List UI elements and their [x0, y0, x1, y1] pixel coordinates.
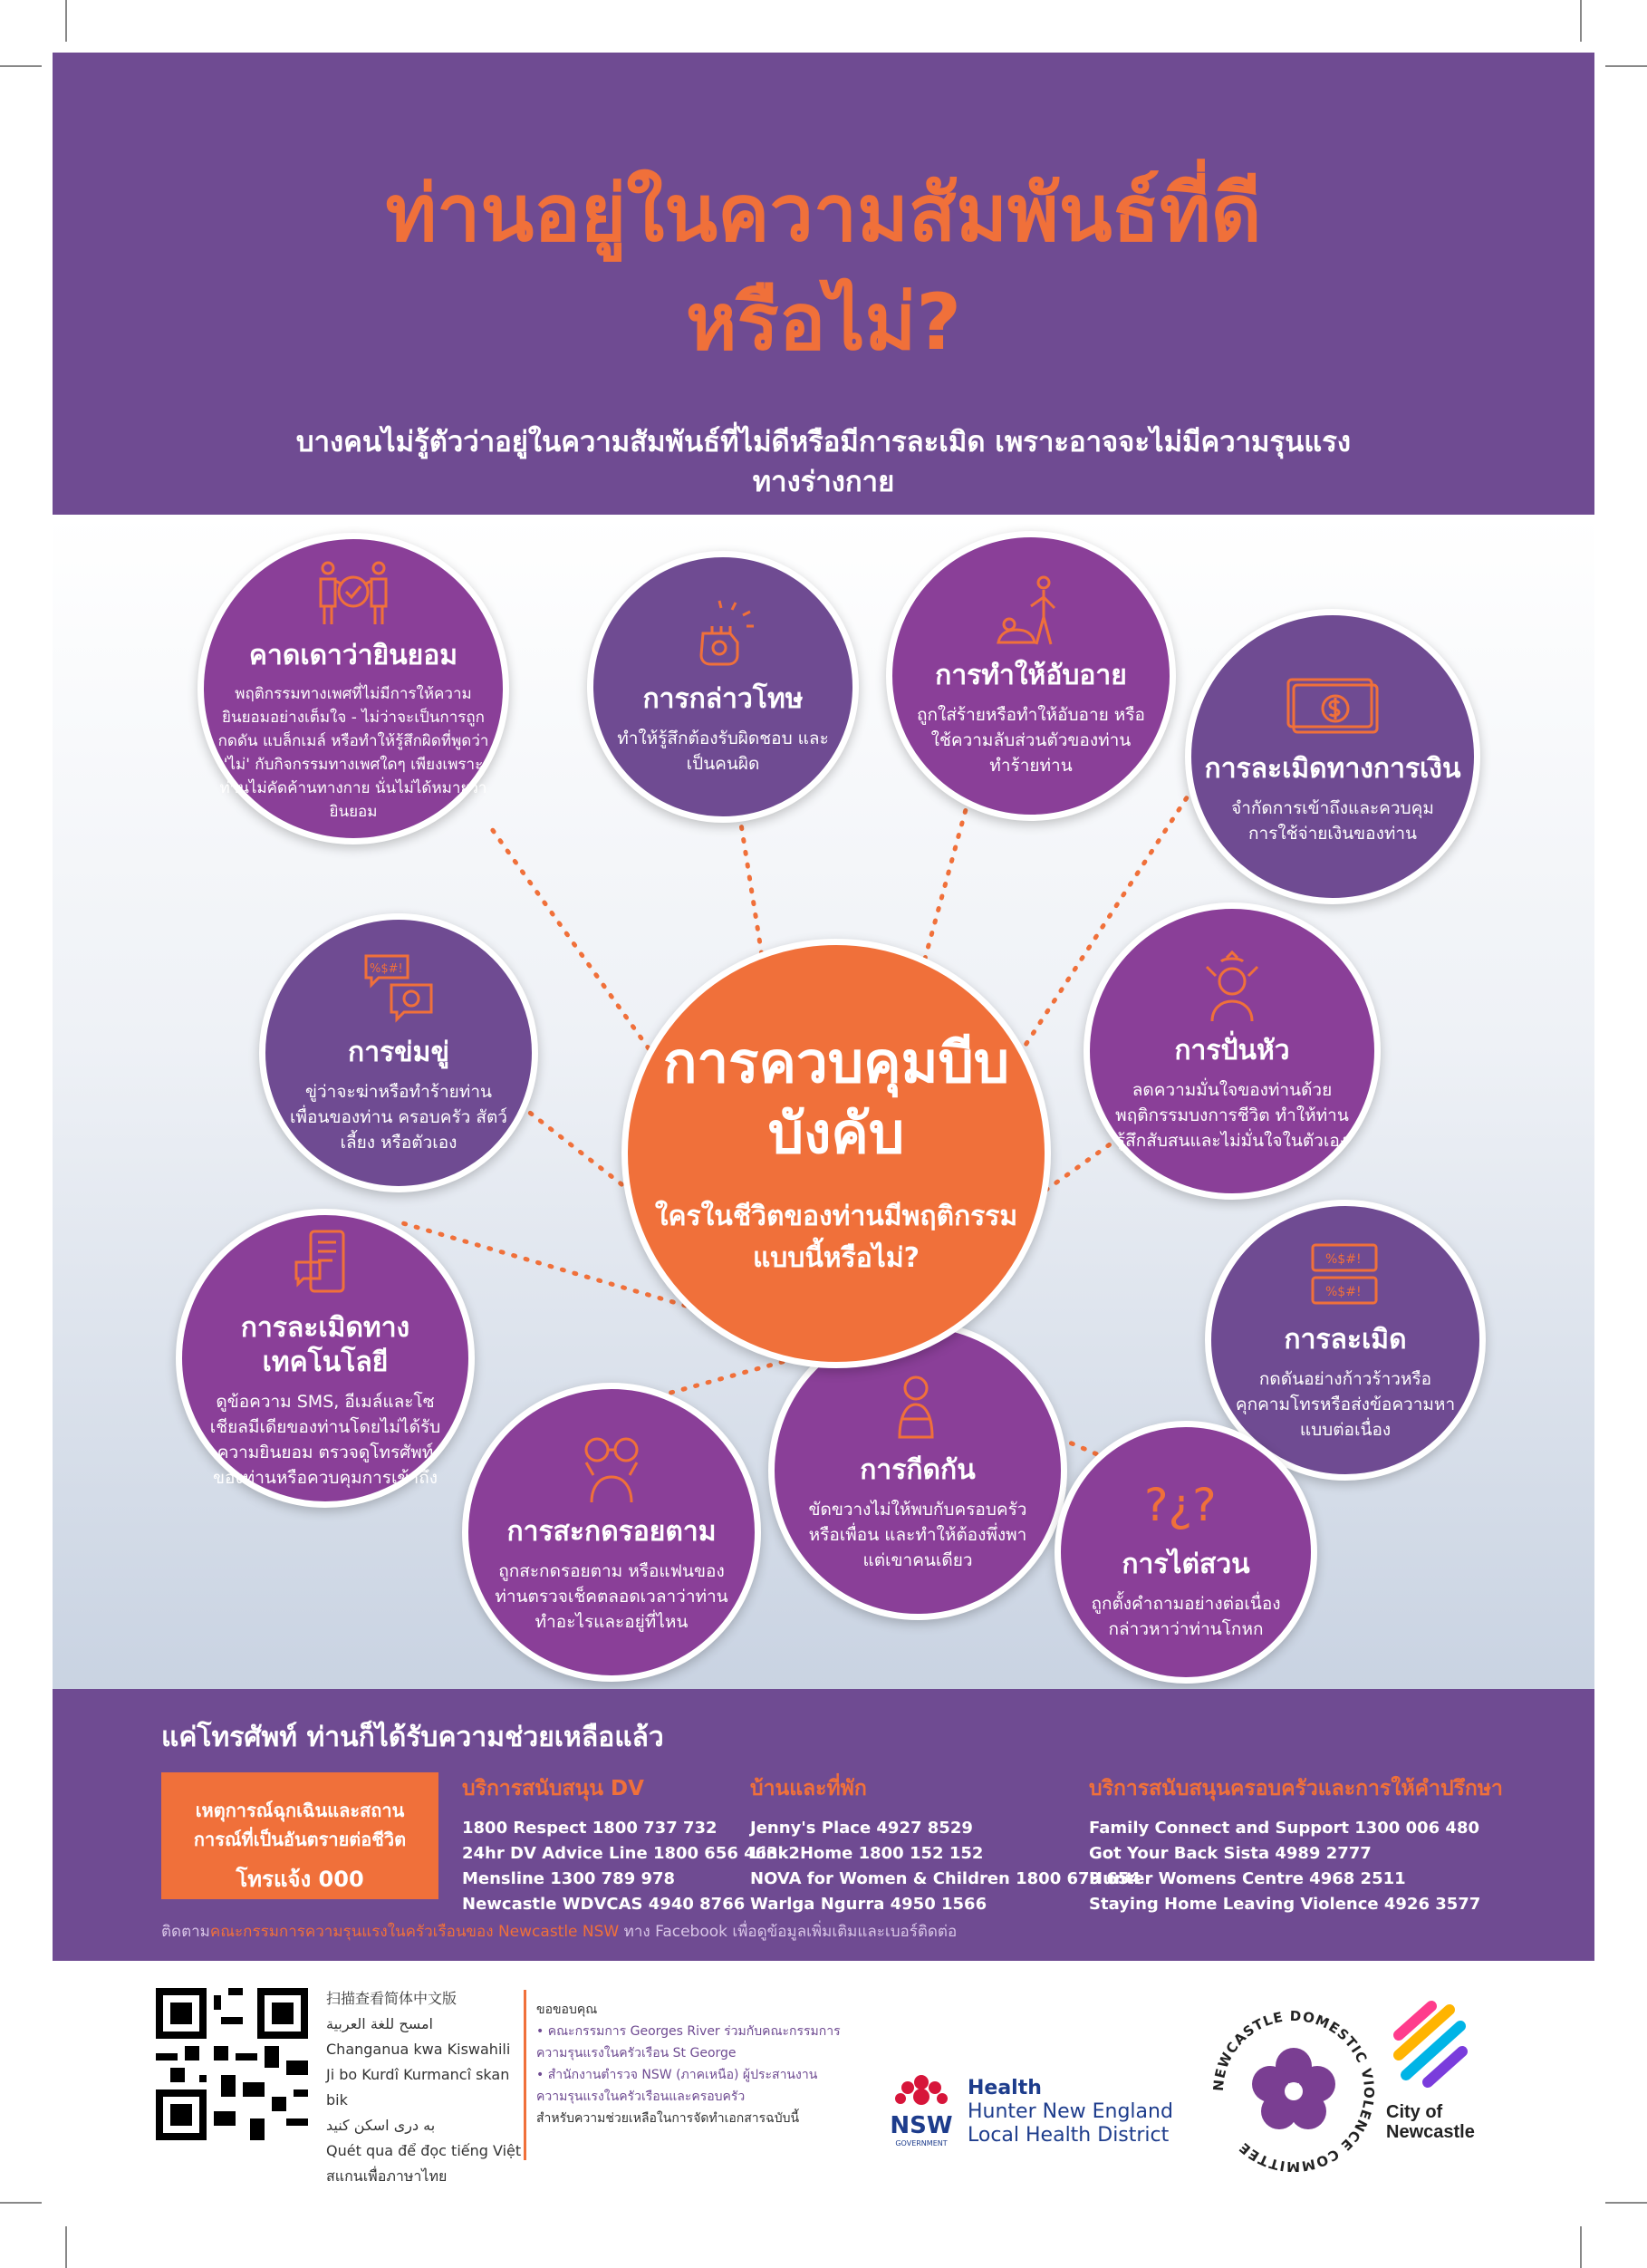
- title-line: การควบคุมบีบ: [662, 1029, 1010, 1095]
- help-heading: แค่โทรศัพท์ ท่านก็ได้รับความช่วยเหลือแล้ว: [161, 1722, 664, 1753]
- question-line: ใครในชีวิตของท่านมีพฤติกรรม: [654, 1201, 1018, 1232]
- qr-code[interactable]: [156, 1988, 308, 2140]
- contact-line: Link2Home 1800 152 152: [750, 1844, 984, 1863]
- nsw-label: NSW: [890, 2112, 953, 2139]
- page-title: [53, 159, 1594, 377]
- language-item: امسح للغة العربية: [326, 2015, 433, 2032]
- help-footer: [53, 1689, 1594, 1961]
- acknowledgements: [536, 1999, 844, 2129]
- emergency-label: [161, 1772, 438, 1854]
- circle-humiliate: [886, 531, 1176, 821]
- nsw-government-label: GOVERNMENT: [895, 2139, 948, 2147]
- crop-mark: [1580, 2226, 1582, 2268]
- circle-text: ถูกสะกดรอยตาม หรือแฟนของท่านตรวจเช็คตลอดเวลาว่าท่านทำอะไรและอยู่ที่ไหน: [495, 1561, 728, 1632]
- circle-text: จำกัดการเข้าถึงและควบคุมการใช้จ่ายเงินของท่าน: [1231, 798, 1434, 844]
- circle-title: [241, 1311, 409, 1380]
- language-item: به دری اسکن کنید: [326, 2117, 436, 2134]
- circle-title: คาดเดาว่ายินยอม: [248, 640, 458, 671]
- contact-line: Warlga Ngurra 4950 1566: [750, 1895, 987, 1914]
- thanks-item: • คณะกรรมการ Georges River ร่วมกับคณะกรรมการความรุนแรงในครัวเรือน St George: [536, 2024, 841, 2061]
- contact-line: 1800 Respect 1800 737 732: [462, 1819, 718, 1838]
- circle-text: ถูกตั้งคำถามอย่างต่อเนื่องกล่าวหาว่าท่านโกหก: [1091, 1594, 1281, 1639]
- svg-text:?¿?: ?¿?: [1144, 1479, 1217, 1531]
- family-services: [1089, 1772, 1503, 1917]
- subtitle: [161, 422, 1486, 502]
- header-banner: [53, 53, 1594, 515]
- contact-line: NOVA for Women & Children 1800 679 654: [750, 1869, 1141, 1888]
- crop-mark: [0, 2202, 42, 2204]
- isolated-person-icon: [880, 1368, 956, 1444]
- circle-threats: [259, 913, 538, 1192]
- city-logo-mark: [1386, 1999, 1473, 2099]
- center-title: [663, 1028, 1009, 1169]
- money-icon: [1283, 667, 1382, 743]
- circle-text: ขู่ว่าจะฆ่าหรือทำร้ายท่าน เพื่อนของท่าน ครอบครัว สัตว์เลี้ยง หรือตัวเอง: [290, 1082, 507, 1153]
- svg-text:%$#!: %$#!: [1325, 1285, 1362, 1299]
- follow-prefix: ติดตาม: [161, 1923, 210, 1941]
- facebook-link[interactable]: คณะกรรมการความรุนแรงในครัวเรือนของ Newcastle NSW: [209, 1923, 620, 1941]
- circle-text: พฤติกรรมทางเพศที่ไม่มีการให้ความยินยอมอย่างเต็มใจ - ไม่ว่าจะเป็นการถูกกดดัน แบล็กเมล์ หรือทำให้รู้สึกผิดที่พูดว่า 'ไม่' กับกิจกรรมทางเพศใดๆ เพียงเพราะท่านไม่คัดค้านทางกาย นั่นไม่ได้หมายว่ายินยอม: [217, 685, 489, 821]
- dv-services: [462, 1772, 778, 1917]
- language-item: Changanua kwa Kiswahili: [326, 2041, 511, 2058]
- contact-line: Got Your Back Sista 4989 2777: [1089, 1844, 1372, 1863]
- contact-line: Mensline 1300 789 978: [462, 1869, 676, 1888]
- circle-title: การสะกดรอยตาม: [506, 1516, 717, 1548]
- center-question: [655, 1196, 1017, 1279]
- follow-suffix: ทาง Facebook เพื่อดูข้อมูลเพิ่มเติมและเบอร์ติดต่อ: [619, 1923, 958, 1941]
- contact-line: Newcastle WDVCAS 4940 8766: [462, 1895, 746, 1914]
- question-line: แบบนี้หรือไม่?: [752, 1242, 920, 1274]
- circle-title: การละเมิด: [1284, 1324, 1407, 1356]
- circle-text: ลดความมั่นใจของท่านด้วยพฤติกรรมบงการชีวิต ทำให้ท่านรู้สึกสับสนและไม่มั่นใจในตัวเอง: [1115, 1080, 1349, 1151]
- language-item: Quét qua để đọc tiếng Việt: [326, 2142, 522, 2159]
- pointing-finger-icon: [685, 597, 761, 673]
- health-line: Hunter New England: [968, 2100, 1173, 2123]
- consent-icon: [315, 554, 391, 630]
- circle-title: การทำให้อับอาย: [935, 660, 1127, 691]
- contact-line: Hunter Womens Centre 4968 2511: [1089, 1869, 1406, 1888]
- language-item: Ji bo Kurdî Kurmancî skan bik: [326, 2066, 510, 2109]
- circle-title: การปั่นหัว: [1174, 1035, 1290, 1066]
- question-marks: [1141, 1462, 1231, 1539]
- divider: [524, 1990, 526, 2160]
- circle-stalking: [462, 1383, 761, 1682]
- circle-title: การละเมิดทางการเงิน: [1204, 753, 1461, 785]
- circle-gaslight: [1084, 902, 1381, 1200]
- dv-heading: บริการสนับสนุน DV: [462, 1777, 644, 1800]
- circle-title: การกีดกัน: [860, 1454, 976, 1486]
- coercive-control-diagram: [53, 515, 1594, 1689]
- circle-blame: [587, 551, 859, 823]
- confused-head-icon: [1194, 949, 1270, 1025]
- thanks-item: • สำนักงานตำรวจ NSW (ภาคเหนือ) ผู้ประสานงานความรุนแรงในครัวเรือนและครอบครัว: [536, 2068, 818, 2104]
- city-line: Newcastle: [1386, 2122, 1475, 2142]
- circle-title: การกล่าวโทษ: [642, 683, 804, 715]
- family-heading: บริการสนับสนุนครอบครัวและการให้คำปรึกษา: [1089, 1777, 1503, 1800]
- svg-text:%$#!: %$#!: [1325, 1252, 1362, 1267]
- humiliation-icon: [993, 574, 1069, 650]
- committee-ring-text: NEWCASTLE DOMESTIC VIOLENCE COMMITTEE: [1209, 2007, 1378, 2176]
- city-of-newcastle-logo: [1386, 1999, 1495, 2142]
- emergency-call: โทรแจ้ง 000: [236, 1867, 364, 1892]
- emergency-line: เหตุการณ์ฉุกเฉินและสถาน: [195, 1800, 405, 1821]
- housing-heading: บ้านและที่พัก: [750, 1777, 867, 1800]
- circle-text: ดูข้อความ SMS, อีเมล์และโซเชียลมีเดียของท่านโดยไม่ได้รับความยินยอม ตรวจดูโทรศัพท์ของท่านหรือควบคุมการเข้าถึง: [209, 1392, 441, 1488]
- contact-line: Staying Home Leaving Violence 4926 3577: [1089, 1895, 1481, 1914]
- circle-text: กดดันอย่างก้าวร้าวหรือคุกคามโทรหรือส่งข้อความหาแบบต่อเนื่อง: [1235, 1369, 1456, 1440]
- crop-mark: [65, 0, 67, 42]
- city-line: City of: [1386, 2102, 1443, 2122]
- subtitle-line: บางคนไม่รู้ตัวว่าอยู่ในความสัมพันธ์ที่ไม่ดีหรือมีการละเมิด เพราะอาจจะไม่มีความรุนแรง: [295, 426, 1352, 458]
- contact-line: Jenny's Place 4927 8529: [750, 1819, 973, 1838]
- question-marks-icon: [1141, 1462, 1231, 1539]
- newcastle-dv-committee-logo: [1201, 1999, 1386, 2184]
- verbal-abuse-icon: [1307, 1238, 1383, 1314]
- health-district-name: [968, 2077, 1173, 2147]
- contact-line: 24hr DV Advice Line 1800 656 463: [462, 1844, 778, 1863]
- health-line: Local Health District: [968, 2124, 1170, 2147]
- crop-mark: [65, 2226, 67, 2268]
- svg-text:%$#!: %$#!: [370, 962, 403, 976]
- contact-line: Family Connect and Support 1300 006 480: [1089, 1819, 1479, 1838]
- nsw-government-logo: [881, 2062, 962, 2153]
- title-line: หรือไม่?: [685, 277, 962, 368]
- title-line: เทคโนโลยี: [262, 1346, 389, 1378]
- emergency-box: [161, 1772, 438, 1899]
- circle-title: การไต่สวน: [1122, 1549, 1250, 1580]
- binoculars-icon: [573, 1430, 650, 1506]
- facebook-follow: [161, 1919, 957, 1944]
- language-item: สแกนเพื่อภาษาไทย: [326, 2167, 448, 2185]
- threat-speech-icon: [361, 951, 437, 1027]
- health-line: Health: [968, 2077, 1042, 2099]
- title-line: บังคับ: [767, 1100, 905, 1166]
- circle-title: การข่มขู่: [348, 1037, 449, 1068]
- title-line: ท่านอยู่ในความสัมพันธ์ที่ดี: [385, 169, 1262, 259]
- center-circle: [621, 939, 1051, 1368]
- title-line: การละเมิดทาง: [240, 1312, 410, 1344]
- phone-icon: [287, 1226, 363, 1302]
- circle-tech: [176, 1209, 475, 1508]
- circle-financial: [1185, 609, 1480, 904]
- emergency-line: การณ์ที่เป็นอันตรายต่อชีวิต: [193, 1829, 407, 1850]
- language-list: [326, 1986, 535, 2189]
- crop-mark: [1580, 0, 1582, 42]
- circle-assume-consent: [197, 533, 509, 844]
- crop-mark: [0, 65, 42, 67]
- city-name: [1386, 2102, 1495, 2142]
- thanks-heading: ขอขอบคุณ: [536, 2003, 598, 2017]
- circle-interrogate: [1055, 1421, 1317, 1684]
- circle-text: ขัดขวางไม่ให้พบกับครอบครัวหรือเพื่อน และทำให้ต้องพึ่งพาแต่เขาคนเดียว: [808, 1500, 1027, 1570]
- circle-text: ทำให้รู้สึกต้องรับผิดชอบ และเป็นคนผิด: [617, 729, 829, 774]
- circle-text: ถูกใส่ร้ายหรือทำให้อับอาย หรือใช้ความลับส่วนตัวของท่านทำร้ายท่าน: [917, 705, 1145, 776]
- thanks-note: สำหรับความช่วยเหลือในการจัดทำเอกสารฉบับนี้: [536, 2111, 800, 2126]
- crop-mark: [1605, 2202, 1647, 2204]
- crop-mark: [1605, 65, 1647, 67]
- housing-services: [750, 1772, 1141, 1917]
- subtitle-line: ทางร่างกาย: [752, 466, 895, 498]
- language-item: 扫描查看简体中文版: [326, 1990, 458, 2007]
